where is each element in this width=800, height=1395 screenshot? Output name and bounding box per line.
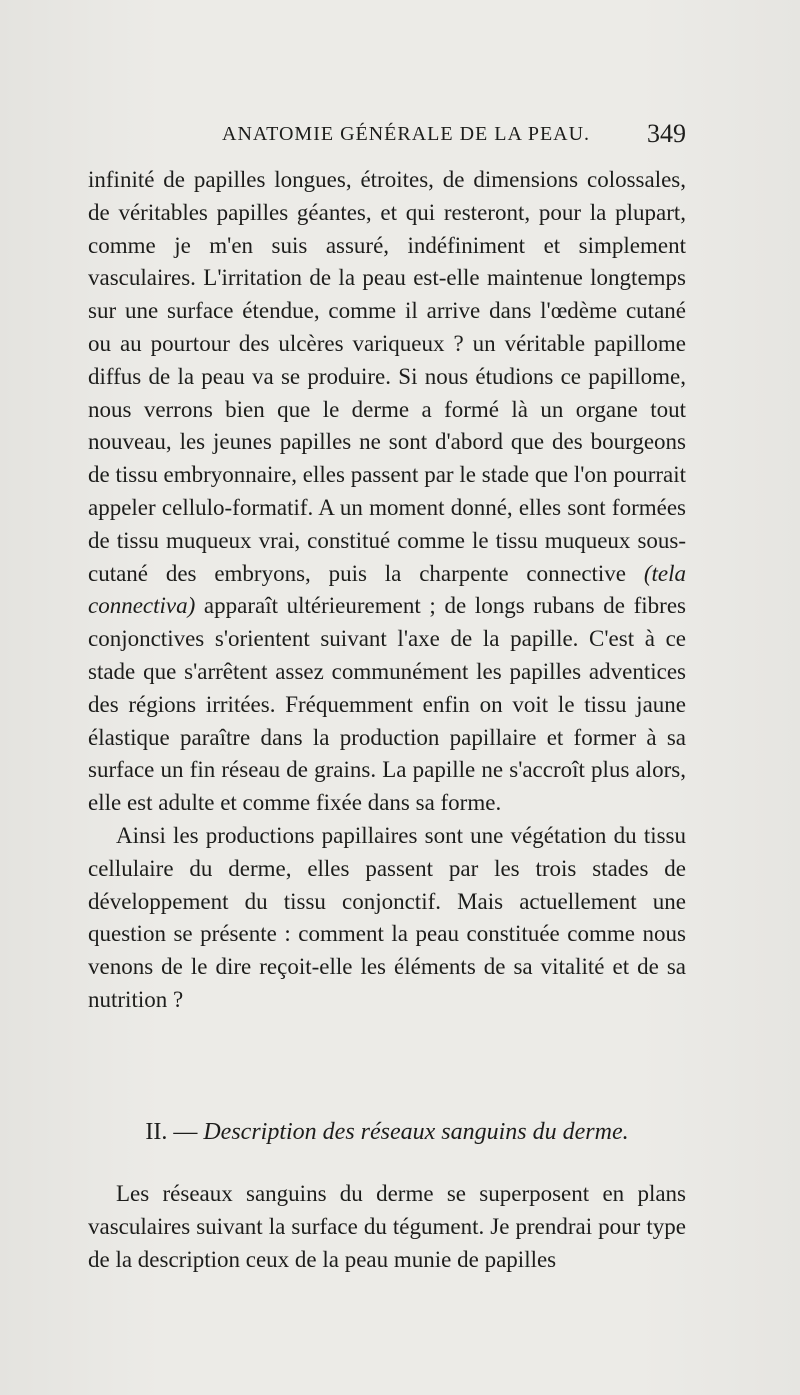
latin-term: (tela connectiva) (88, 560, 686, 619)
section-text (88, 1177, 686, 1276)
paragraph-1 (88, 164, 686, 820)
page-header (88, 118, 686, 150)
paragraph-3: Les réseaux sanguins du derme se superposent en plans vasculaires suivant la surface du tégument. Je prendrai pour type de la description ceux de la peau munie de papilles (88, 1181, 686, 1272)
running-title: ANATOMIE GÉNÉRALE DE LA PEAU. (222, 123, 591, 145)
paragraph-1-text-b: apparaît ultérieurement ; de longs rubans de fibres conjonctives s'orientent suivant l'axe de la papille. C'est à ce stade que s'arrêtent assez communément les papilles adventices des régions irritées. Fréquemment enfin on voit le tissu jaune élastique paraître dans la production papillaire et former à sa surface un fin réseau de grains. La papille ne s'accroît plus alors, elle est adulte et comme fixée dans sa forme. (88, 593, 686, 816)
section-number: II. — (145, 1119, 198, 1145)
paragraph-2: Ainsi les productions papillaires sont une végétation du tissu cellulaire du derme, elles passent par les trois stades de développement du tissu conjonctif. Mais actuellement une question se présente : comment la peau constituée comme nous venons de le dire reçoit-elle les éléments de sa vitalité et de sa nutrition ? (88, 822, 686, 1012)
main-text (88, 164, 686, 1017)
section-title: Description des réseaux sanguins du derme. (203, 1119, 629, 1145)
page-number: 349 (647, 119, 686, 148)
paragraph-1-text-a: infinité de papilles longues, étroites, de dimensions colossales, de véritables papilles géantes, et qui resteront, pour la plupart, comme je m'en suis assuré, indéfiniment et simplement vasculaires. L'irritation de la peau est-elle maintenue longtemps sur une surface étendue, comme il arrive dans l'œdème cutané ou au pourtour des ulcères variqueux ? un véritable papillome diffus de la peau va se produire. Si nous étudions ce papillome, nous verrons bien que le derme a formé là un organe tout nouveau, les jeunes papilles ne sont d'abord que des bourgeons de tissu embryonnaire, elles passent par le stade que l'on pourrait appeler cellulo-formatif. A un moment donné, elles sont formées de tissu muqueux vrai, constitué comme le tissu muqueux sous-cutané des embryons, puis la charpente connective (88, 167, 686, 586)
section-heading (88, 1114, 686, 1150)
